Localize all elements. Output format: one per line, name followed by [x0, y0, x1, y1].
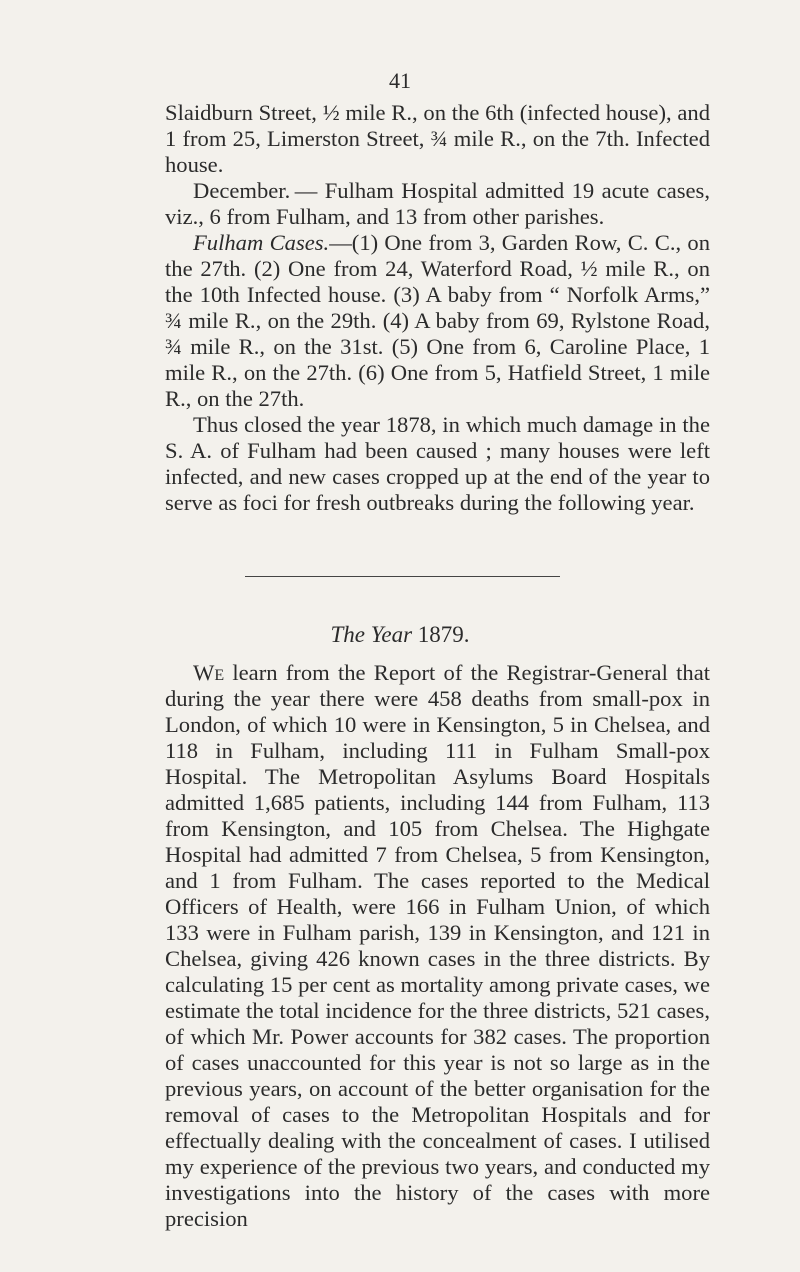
section-year: 1879.: [417, 622, 470, 647]
year-1879-paragraph: [165, 660, 710, 1232]
text-block-1879: [165, 660, 710, 1232]
december-paragraph: December. — Fulham Hospital admitted 19 acute cases, viz., 6 from Fulham, and 13 from other parishes.: [165, 178, 710, 229]
closing-paragraph: Thus closed the year 1878, in which much damage in the S. A. of Fulham had been caused ; many houses were left infected, and new cases cropped up at the end of the year to serve as foci for fresh outbreaks during the following year.: [165, 412, 710, 515]
page-number: 41: [389, 68, 411, 93]
fulham-cases-text: —(1) One from 3, Garden Row, C. C., on the 27th. (2) One from 24, Waterford Road, ½ mile R., on the 10th Infected house. (3) A baby from “ Norfolk Arms,” ¾ mile R., on the 29th. (4) A baby from 69, Rylstone Road, ¾ mile R., on the 31st. (5) One from 6, Caroline Place, 1 mile R., on the 27th. (6) One from 5, Hatfield Street, 1 mile R., on the 27th.: [165, 230, 710, 411]
section-heading: [0, 622, 800, 648]
section-title: The Year: [330, 622, 413, 647]
lead-word: We: [193, 660, 225, 685]
text-block-1878: [165, 100, 710, 516]
section-divider: [245, 576, 560, 577]
fulham-cases-label: Fulham Cases.: [193, 230, 330, 255]
continuation-paragraph: Slaidburn Street, ½ mile R., on the 6th (infected house), and 1 from 25, Limerston Street, ¾ mile R., on the 7th. Infected house.: [165, 100, 710, 177]
year-1879-text: learn from the Report of the Registrar-General that during the year there were 458 deaths from small-pox in London, of which 10 were in Kensington, 5 in Chelsea, and 118 in Fulham, including 111 in Fulham Small-pox Hospital. The Metropolitan Asylums Board Hospitals admitted 1,685 patients, including 144 from Fulham, 113 from Kensington, and 105 from Chelsea. The Highgate Hospital had admitted 7 from Chelsea, 5 from Kensington, and 1 from Fulham. The cases reported to the Medical Officers of Health, were 166 in Fulham Union, of which 133 were in Fulham parish, 139 in Kensington, and 121 in Chelsea, giving 426 known cases in the three districts. By calculating 15 per cent as mortality among private cases, we estimate the total incidence for the three districts, 521 cases, of which Mr. Power accounts for 382 cases. The proportion of cases unaccounted for this year is not so large as in the previous years, on account of the better organisation for the removal of cases to the Metropolitan Hospitals and for effectually dealing with the concealment of cases. I utilised my experience of the previous two years, and conducted my investigations into the history of the cases with more precision: [165, 660, 710, 1231]
fulham-cases-paragraph: [165, 230, 710, 412]
